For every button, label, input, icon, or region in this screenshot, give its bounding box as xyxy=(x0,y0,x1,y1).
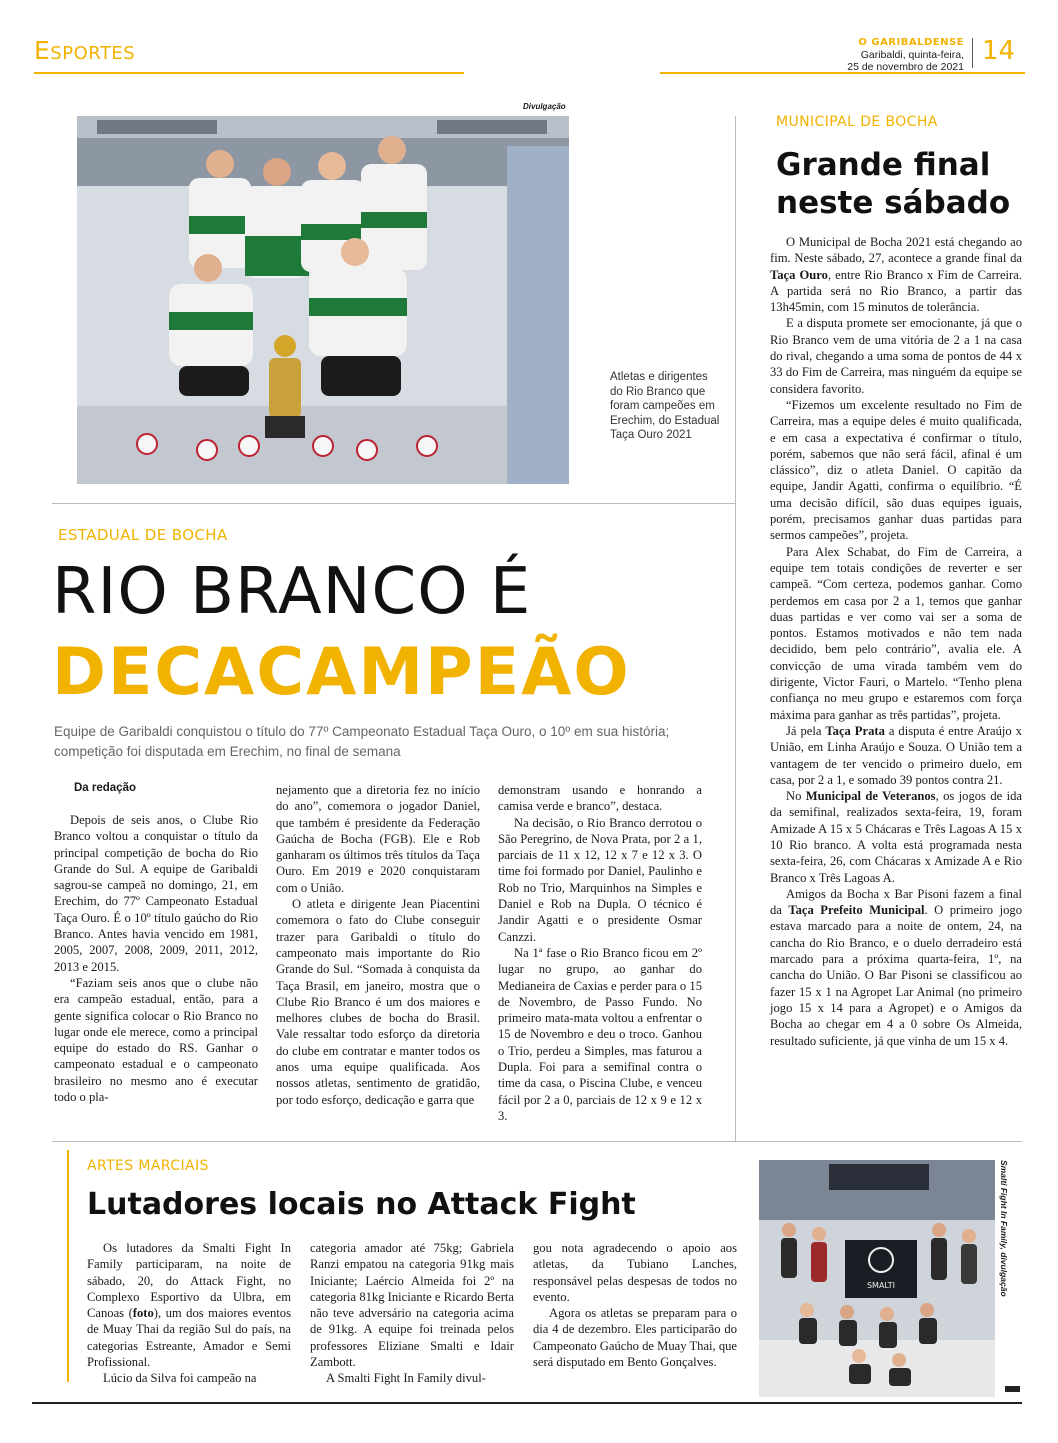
paragraph: Agora os atletas se preparam para o dia 4 de dezembro. Eles participarão do Campeonato Gaúcho de Muay Thai, que será disputado em Bento Gonçalves. xyxy=(533,1306,738,1370)
headline-line-1: RIO BRANCO É xyxy=(52,555,532,629)
paragraph: “Fizemos um excelente resultado no Fim de Carreira, mas a equipe deles é muito qualificada, e em casa a expectativa é confirmar o título, porém, sabemos que não será fácil, afinal é um clássico”, diz o atleta Daniel. O capitão da equipe, Jandir Agatti, confirma o equilíbrio. “É uma decisão difícil, são duas equipes iguais, porém, precisamos ganhar duas partidas para sermos campeões”, projeta. xyxy=(770,397,1022,543)
paragraph: A Smalti Fight In Family divul- xyxy=(326,1371,486,1386)
article-headline: Lutadores locais no Attack Fight xyxy=(87,1187,636,1222)
accent-rule xyxy=(67,1150,69,1382)
page-end-rule xyxy=(32,1402,1022,1404)
article-rule xyxy=(52,1141,1022,1142)
end-mark xyxy=(1005,1386,1020,1392)
paragraph: categoria amador até 75kg; Gabriela Ranzi empatou na categoria 91kg mais Iniciante; Laércio Almeida foi 2º na categoria 81kg Iniciante e Ricardo Berta não teve adversário na categoria acima de 91kg. A equipe foi treinada pelos professores Eliziane Smalti e Idair Zambott. xyxy=(310,1241,514,1370)
article-column-3 xyxy=(533,1240,737,1370)
paragraph: Depois de seis anos, o Clube Rio Branco voltou a conquistar o título da principal competição de bocha do Rio Grande do Sul. A equipe de Garibaldi sagrou-se campeã no domingo, 21, em Erechim, do 77º Campeonato Estadual Taça Ouro. É o 10º título gaúcho do Rio Branco. Antes havia vencido em 1981, 2005, 2007, 2008, 2009, 2011, 2012, 2013 e 2015. xyxy=(54,813,258,974)
fighters-photo xyxy=(759,1160,995,1397)
banner-text: SMALTI xyxy=(866,1281,896,1290)
paragraph: Na 1ª fase o Rio Branco ficou em 2º lugar no grupo, ao ganhar do Medianeira de Caxias e perder para o 15 de Novembro, de Passo Fundo. No primeiro mata-mata voltou a enfrentar o 15 de Novembro e deu o troco. Ganhou o Trio, perdeu a Simples, mas faturou a Dupla. Foi para a semifinal contra o time da casa, o Piscina Clube, e venceu fácil por 2 a 0, parciais de 12 x 9 e 12 x 3. xyxy=(498,945,702,1123)
section-title: Esportes xyxy=(34,36,136,65)
headline-line-2: DECACAMPEÃO xyxy=(52,635,631,710)
paragraph: demonstram usando e honrando a camisa verde e branco”, destaca. xyxy=(498,783,702,814)
header-rule xyxy=(34,72,464,74)
issue-date-line: Garibaldi, quinta-feira, xyxy=(860,49,964,61)
paragraph: E a disputa promete ser emocionante, já que o Rio Branco vem de uma vitória de 2 a 1 na casa do rival, chegando a uma soma de pontos de 44 x 33 do Fim de Carreira, mas ninguém da equipe se considera favorito. xyxy=(770,316,1022,396)
article-subhead: Equipe de Garibaldi conquistou o título do 77º Campeonato Estadual Taça Ouro, o 10º em sua história; competição foi disputada em Erechim, no final de semana xyxy=(54,724,670,759)
page-number: 14 xyxy=(982,36,1016,66)
team-photo-illustration xyxy=(77,116,569,484)
paragraph: Para Alex Schabat, do Fim de Carreira, a equipe tem totais condições de reverter e ser campeã. “Com certeza, podemos ganhar. Como perdemos em casa por 2 a 1, temos que ganhar duas partidas e ver como vai ser a soma de pontos. Estamos motivados e não tem nada decidido, bem pelo contrário”, avalia ele. A convicção de uma virada também vem do dirigente, Victor Fauri, o Martelo. “Tenho plena confiança no meu grupo e estaremos com força máxima para ganhar as três partidas”, projeta. xyxy=(770,544,1022,722)
photo-credit: Divulgação xyxy=(523,102,566,111)
article-kicker: MUNICIPAL DE BOCHA xyxy=(776,114,938,130)
paragraph: gou nota agradecendo o apoio aos atletas, da Tubiano Lanches, responsável pelas despesas de todos no evento. xyxy=(533,1241,737,1304)
article-kicker: ARTES MARCIAIS xyxy=(87,1158,209,1174)
article-column-2 xyxy=(276,782,480,1108)
paragraph: No Municipal de Veteranos, os jogos de ida da semifinal, realizados sexta-feira, 19, foram Amizade A 15 x 5 Chácaras e Três Lagoas A 15 x 10 Rio branco. A volta está programada nesta sexta-feira, 26, com Chácaras x Amizade A e Rio Branco x Três Lagoas A. xyxy=(770,789,1022,885)
issue-date-line: 25 de novembro de 2021 xyxy=(847,61,964,73)
paragraph: Na decisão, o Rio Branco derrotou o São Peregrino, de Nova Prata, por 2 a 1, parciais de 11 x 12, 12 x 7 e 12 x 3. O time foi formado por Daniel, Paulinho e Rob no Trio, Marquinhos na Simples e Daniel e Rob na Dupla. O técnico é Jandir Agatti e o presidente Osmar Canzzi. xyxy=(498,815,702,944)
paragraph: nejamento que a diretoria fez no início do ano”, comemora o jogador Daniel, que também é presidente da Federação Gaúcha de Bocha (FGB). Ele e Rob ganharam os últimos três títulos da Taça Ouro. Em 2019 e 2020 conquistaram com o União. xyxy=(276,783,480,895)
article-column xyxy=(770,234,1022,1049)
article-column-1 xyxy=(87,1240,291,1387)
header-rule xyxy=(660,72,1025,74)
newspaper-name: O GARIBALDENSE xyxy=(858,37,964,48)
article-column-1 xyxy=(54,812,258,1105)
article-column-2 xyxy=(310,1240,514,1387)
photo-credit: Smalti Fight In Family, divulgação xyxy=(999,1160,1009,1297)
article-kicker: ESTADUAL DE BOCHA xyxy=(58,526,228,544)
paragraph: Já pela Taça Prata a disputa é entre Araújo x União, em Linha Araújo e Souza. O União tem a vantagem de ter vencido o primeiro duelo, em casa, por 2 a 1, e somado 39 pontos contra 21. xyxy=(770,723,1022,787)
paragraph: Amigos da Bocha x Bar Pisoni fazem a final da Taça Prefeito Municipal. O primeiro jogo estava marcado para a noite de ontem, 24, na cancha do Rio Branco, e o duelo derradeiro está marcado para a próxima quarta-feira, 1º, na cancha do União. O Bar Pisoni se classificou ao fazer 15 x 1 na Agropet Lar Animal (no primeiro jogo 15 x 14 para a Agropet) e o Amigos da Bocha ao chegar em 4 a 0 sobre Os Almeida, resultado suficiente, já que vinha de um 15 x 4. xyxy=(770,886,1022,1048)
header-separator xyxy=(972,38,973,68)
photo-caption: Atletas e dirigentes do Rio Branco que foram campeões em Erechim, do Estadual Taça Ouro 2021 xyxy=(610,371,720,442)
byline: Da redação xyxy=(74,782,137,794)
column-rule xyxy=(735,116,736,1141)
team-photo xyxy=(77,116,569,484)
article-rule xyxy=(52,503,735,504)
issue-date xyxy=(847,49,964,73)
paragraph: “Faziam seis anos que o clube não era campeão estadual, então, para a gente significa colocar o Rio Branco no lugar onde ele merece, como a principal equipe do estado do RS. Ganhar o campeonato estadual e o campeonato brasileiro no mesmo ano é executar todo o pla- xyxy=(54,975,258,1105)
paragraph: O Municipal de Bocha 2021 está chegando ao fim. Neste sábado, 27, acontece a grande final da Taça Ouro, entre Rio Branco x Fim de Carreira. A partida será no Rio Branco, a partir das 13h45min, com 15 minutos de tolerância. xyxy=(770,235,1022,315)
fighters-photo-illustration xyxy=(759,1160,995,1397)
article-headline: Grande final neste sábado xyxy=(776,147,1011,221)
paragraph: Os lutadores da Smalti Fight In Family participaram, na noite de sábado, 20, do Attack Fight, no Complexo Esportivo da Ulbra, em Canoas (foto), um dos maiores eventos de Muay Thai da região Sul do país, na categorias Estreante, Amador e Semi Profissional. xyxy=(87,1241,291,1370)
paragraph: Lúcio da Silva foi campeão na xyxy=(103,1371,257,1386)
article-column-3 xyxy=(498,782,702,1124)
paragraph: O atleta e dirigente Jean Piacentini comemora o fato do Clube conseguir trazer para Garibaldi o título do campeonato mais importante do Rio Grande do Sul. “Somada à conquista da Taça Brasil, em janeiro, mostra que o Clube Rio Branco é um dos maiores e melhores clubes de bocha do Brasil. Vale ressaltar todo esforço da diretoria do clube em contratar e manter todos os anos uma equipe qualificada. Aos nossos atletas, sentimento de gratidão, por todo esforço, dedicação e garra que xyxy=(276,897,480,1107)
